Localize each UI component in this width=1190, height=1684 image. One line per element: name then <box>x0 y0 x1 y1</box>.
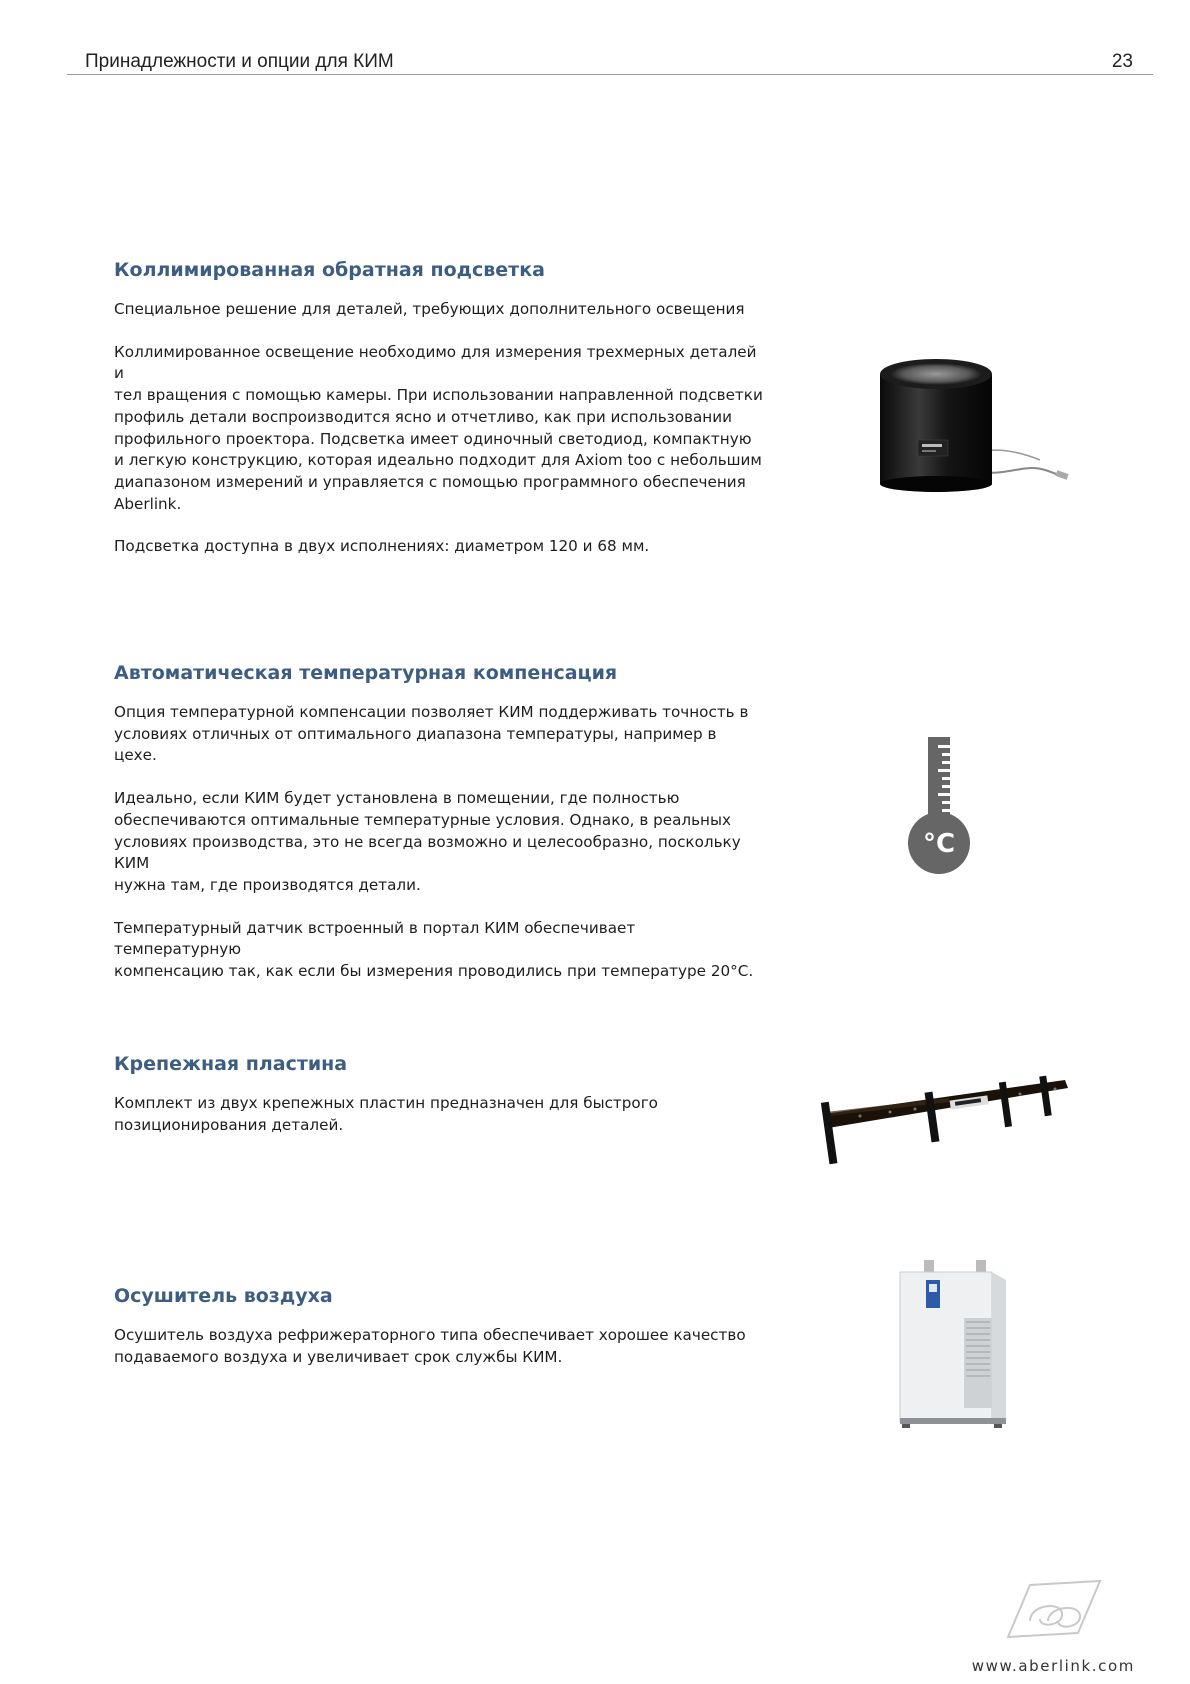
aberlink-logo <box>1000 1577 1110 1647</box>
thermometer-label: °C <box>922 829 956 859</box>
section-fixture-plate <box>114 1053 764 1157</box>
section-paragraph: Специальное решение для деталей, требующих дополнительного освещения <box>114 300 745 318</box>
page-header <box>67 48 1153 75</box>
air-dryer-image <box>894 1258 1014 1430</box>
section-title: Коллимированная обратная подсветка <box>114 259 545 281</box>
section-temperature-compensation <box>114 662 764 1004</box>
section-paragraph: Осушитель воздуха рефрижераторного типа обеспечивает хорошее качество подаваемого воздуха и увеличивает срок службы КИМ. <box>114 1326 746 1366</box>
section-paragraph: Комплект из двух крепежных пластин предназначен для быстрого позиционирования деталей. <box>114 1094 658 1134</box>
collimated-backlight-image <box>870 352 1070 492</box>
section-paragraph: Опция температурной компенсации позволяет КИМ поддерживать точность в условиях отличных от оптимального диапазона температуры, например в цехе. <box>114 703 749 765</box>
footer-url: www.aberlink.com <box>971 1657 1135 1675</box>
section-paragraph: Подсветка доступна в двух исполнениях: диаметром 120 и 68 мм. <box>114 537 650 556</box>
section-paragraph: Коллимированное освещение необходимо для измерения трехмерных деталей и тел вращения с помощью камеры. При использовании направленной подсветки профиль детали воспроизводится ясно и отчетливо, как при использовании профильного проектора. Подсветка имеет одиночный светодиод, компактную и легкую конструкцию, которая идеально подходит для Axiom too с небольшим диапазоном измерений и управляется с помощью программного обеспечения Aberlink. <box>114 342 763 513</box>
section-paragraph: Температурный датчик встроенный в портал КИМ обеспечивает температурную компенсацию так, как если бы измерения проводились при температуре 20°C. <box>114 918 754 981</box>
section-title: Осушитель воздуха <box>114 1285 333 1307</box>
section-paragraph: Идеально, если КИМ будет установлена в помещении, где полностью обеспечиваются оптимальные температурные условия. Однако, в реальных условиях производства, это не всегда возможно и целесообразно, поскольку КИМ нужна там, где производятся детали. <box>114 789 741 894</box>
header-title: Принадлежности и опции для КИМ <box>85 51 394 72</box>
section-title: Крепежная пластина <box>114 1053 348 1075</box>
thermometer-icon <box>908 737 988 875</box>
fixture-plate-image <box>820 1072 1070 1167</box>
section-air-dryer <box>114 1285 764 1389</box>
page-number: 23 <box>1111 51 1133 72</box>
section-collimated-backlight <box>114 259 764 579</box>
section-title: Автоматическая температурная компенсация <box>114 662 618 684</box>
